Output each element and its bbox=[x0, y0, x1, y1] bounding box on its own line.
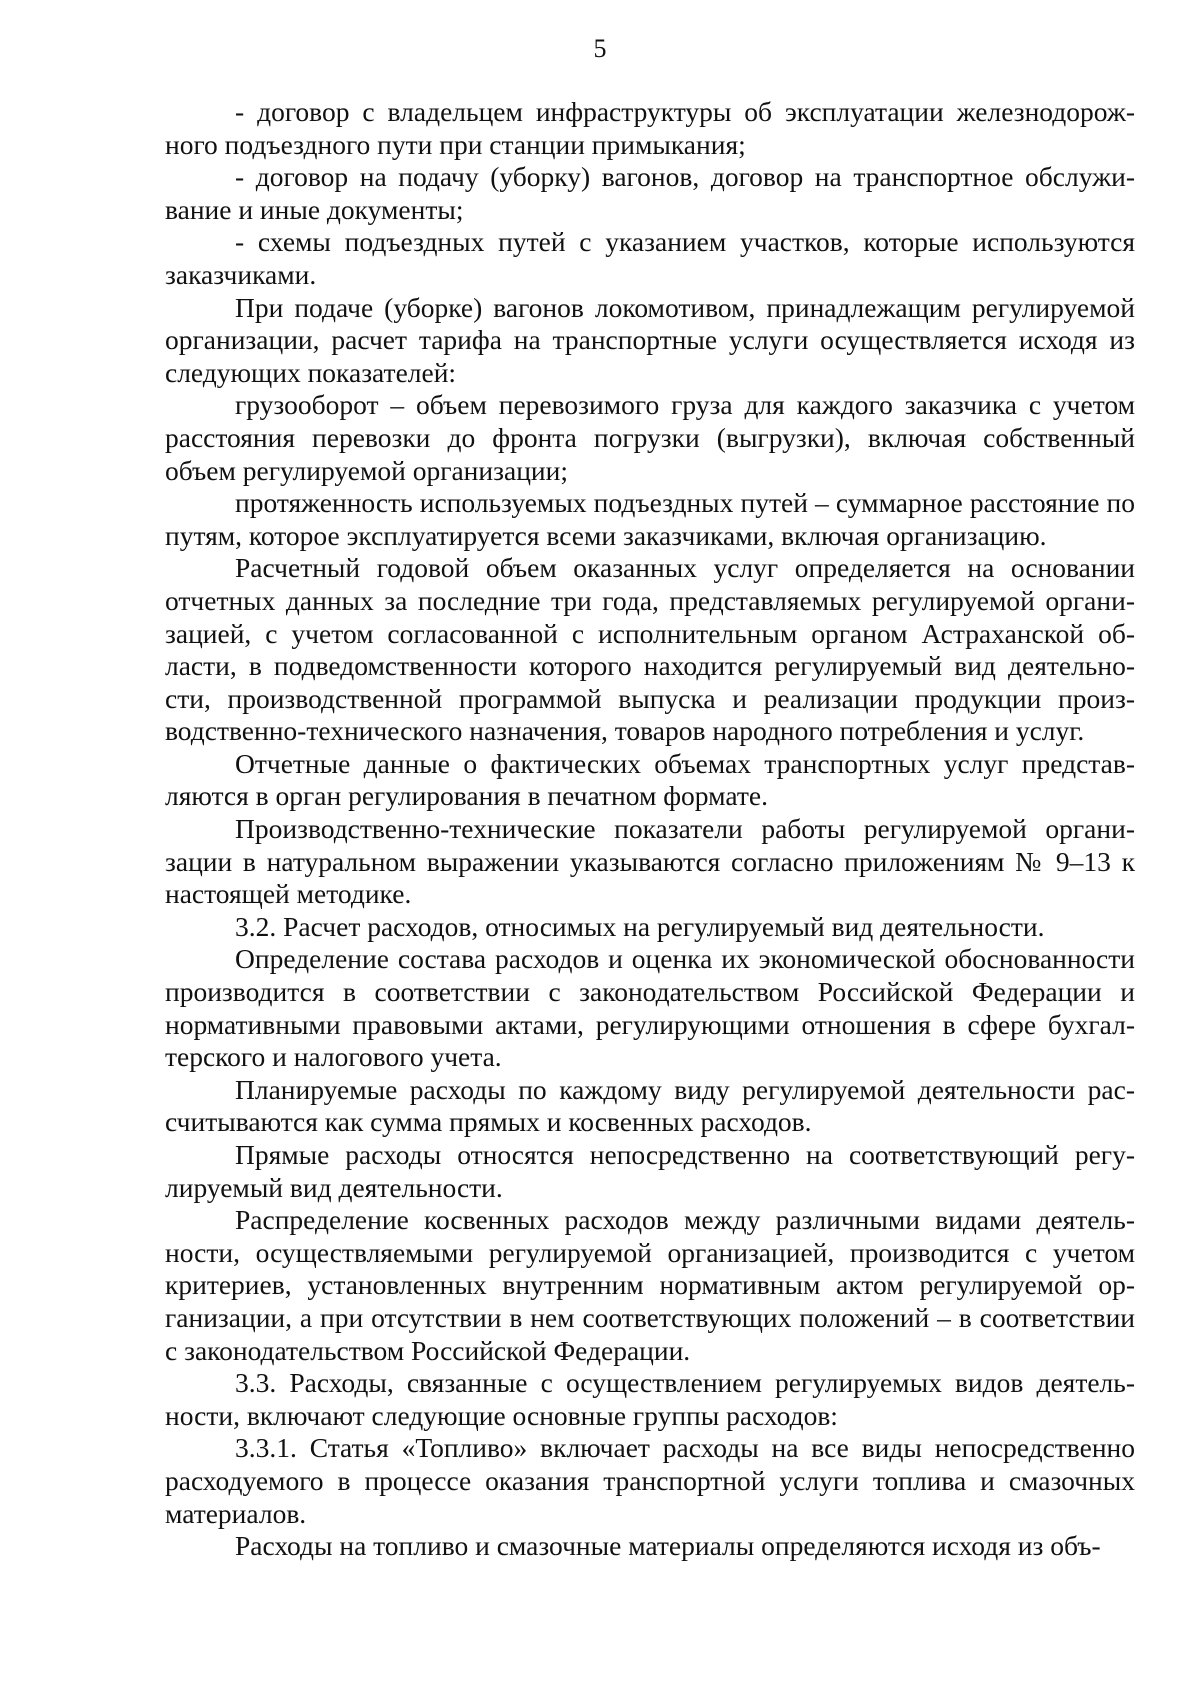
paragraph: Определение состава расходов и оценка их экономической обоснованности производится в соответствии с законодательством Российской Федерации и нормативными правовыми актами, регулирующими отношения в сфере бухгалтерского и налогового учета. bbox=[165, 943, 1135, 1073]
paragraph: - договор с владельцем инфраструктуры об эксплуатации железнодорожного подъездного пути при станции примыкания; bbox=[165, 96, 1135, 160]
page-number: 5 bbox=[593, 34, 607, 63]
paragraph: Производственно-технические показатели работы регулируемой организации в натуральном выражении указываются согласно приложениям № 9–13 к настоящей методике. bbox=[165, 813, 1135, 910]
paragraph: - схемы подъездных путей с указанием участков, которые используются заказчиками. bbox=[165, 226, 1135, 290]
body-text bbox=[165, 96, 1135, 1563]
paragraph: Расчетный годовой объем оказанных услуг определяется на основании отчетных данных за последние три года, представляемых регулируемой организацией, с учетом согласованной с исполнительным органом Астраханской области, в подведомственности которого находится регулируемый вид деятельности, производственной программой выпуска и реализации продукции производственно-технического назначения, товаров народного потребления и услуг. bbox=[165, 552, 1135, 747]
paragraph: Распределение косвенных расходов между различными видами деятельности, осуществляемыми регулируемой организацией, производится с учетом критериев, установленных внутренним нормативным актом регулируемой организации, а при отсутствии в нем соответствующих положений – в соответствии с законодательством Российской Федерации. bbox=[165, 1204, 1135, 1366]
paragraph: Планируемые расходы по каждому виду регулируемой деятельности рассчитываются как сумма прямых и косвенных расходов. bbox=[165, 1073, 1135, 1138]
paragraph: 3.3. Расходы, связанные с осуществлением регулируемых видов деятельности, включают следующие основные группы расходов: bbox=[165, 1367, 1135, 1431]
paragraph: 3.3.1. Статья «Топливо» включает расходы на все виды непосредственно расходуемого в процессе оказания транспортной услуги топлива и смазочных материалов. bbox=[165, 1432, 1135, 1529]
paragraph: Отчетные данные о фактических объемах транспортных услуг представляются в орган регулирования в печатном формате. bbox=[165, 747, 1135, 812]
section-heading: 3.2. Расчет расходов, относимых на регулируемый вид деятельности. bbox=[235, 910, 1045, 942]
paragraph: - договор на подачу (уборку) вагонов, договор на транспортное обслуживание и иные документы; bbox=[165, 161, 1135, 225]
paragraph: грузооборот – объем перевозимого груза для каждого заказчика с учетом расстояния перевозки до фронта погрузки (выгрузки), включая собственный объем регулируемой организации; bbox=[165, 389, 1135, 486]
paragraph: Прямые расходы относятся непосредственно на соответствующий регулируемый вид деятельности. bbox=[165, 1139, 1135, 1203]
paragraph: протяженность используемых подъездных путей – суммарное расстояние по путям, которое эксплуатируется всеми заказчиками, включая организацию. bbox=[165, 487, 1135, 551]
paragraph: Расходы на топливо и смазочные материалы определяются исходя из объ- bbox=[235, 1530, 1101, 1562]
paragraph: При подаче (уборке) вагонов локомотивом, принадлежащим регулируемой организации, расчет тарифа на транспортные услуги осуществляется исходя из следующих показателей: bbox=[165, 291, 1135, 388]
